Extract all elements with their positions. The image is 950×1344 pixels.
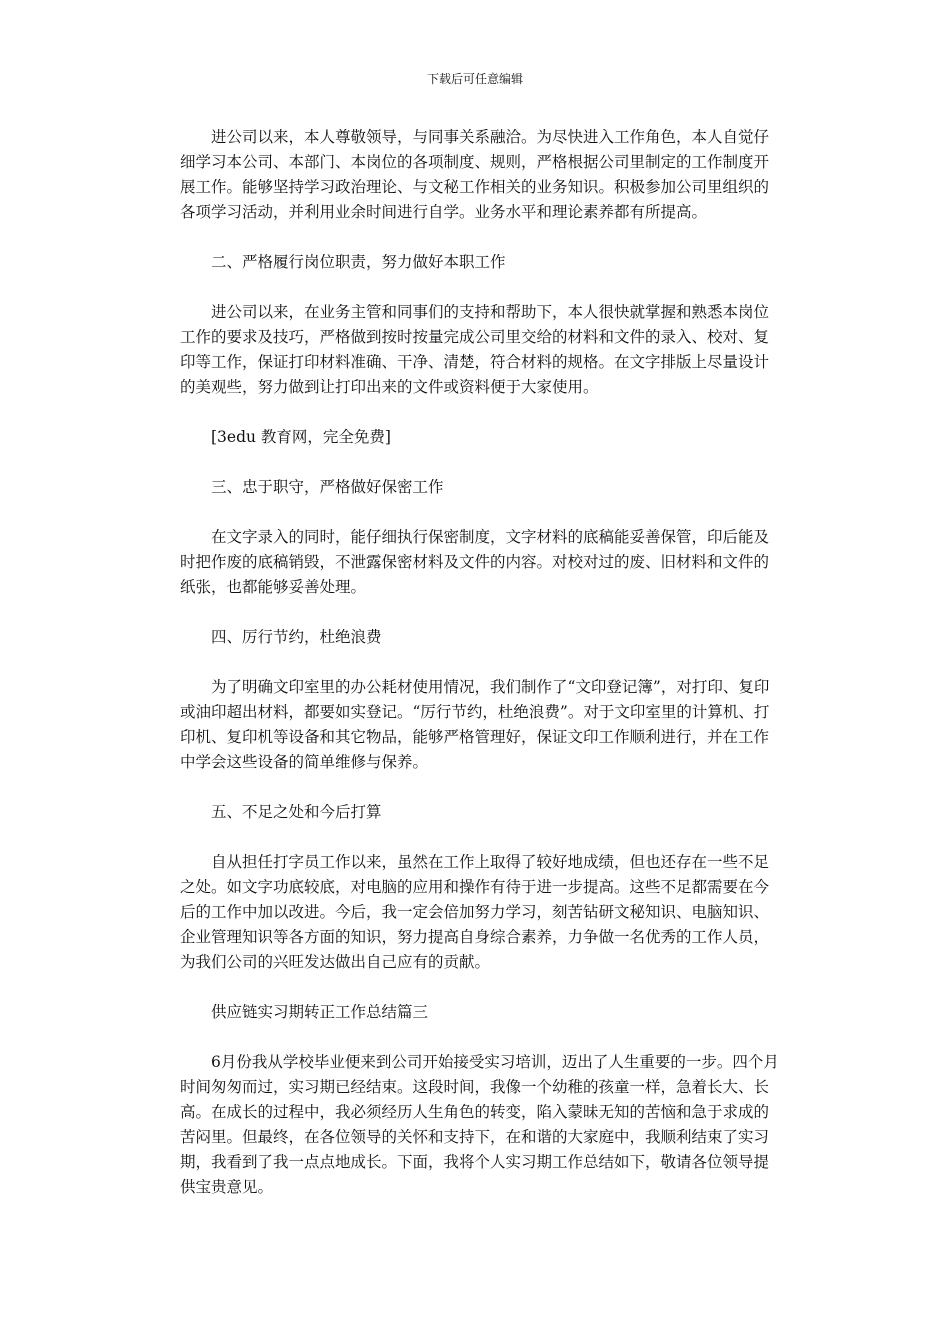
heading-section-3: 三、忠于职守，严格做好保密工作 [211,478,444,496]
paragraph-intro: 进公司以来，本人尊敬领导，与同事关系融洽。为尽快进入工作角色，本人自觉仔细学习本公司、本部门、本岗位的各项制度、规则，严格根据公司里制定的工作制度开展工作。能够坚持学习政治理论、与文秘工作相关的业务知识。积极参加公司里组织的各项学习活动，并利用业余时间进行自学。业务水平和理论素养都有所提高。 [180,128,770,221]
paragraph-section-3: 在文字录入的同时，能仔细执行保密制度，文字材料的底稿能妥善保管，印后能及时把作废的底稿销毁，不泄露保密材料及文件的内容。对校对过的废、旧材料和文件的纸张，也都能够妥善处理。 [180,528,770,596]
heading-section-4: 四、厉行节约，杜绝浪费 [211,628,382,646]
paragraph-section-2: 进公司以来，在业务主管和同事们的支持和帮助下，本人很快就掌握和熟悉本岗位工作的要求及技巧，严格做到按时按量完成公司里交给的材料和文件的录入、校对、复印等工作，保证打印材料准确、干净、清楚，符合材料的规格。在文字排版上尽量设计的美观些，努力做到让打印出来的文件或资料便于大家使用。 [180,303,770,396]
heading-section-5: 五、不足之处和今后打算 [211,803,382,821]
source-note: [3edu 教育网，完全免费] [211,428,391,446]
heading-section-2: 二、严格履行岗位职责，努力做好本职工作 [211,253,506,271]
paragraph-section-4: 为了明确文印室里的办公耗材使用情况，我们制作了“文印登记簿”，对打印、复印或油印超出材料，都要如实登记。“厉行节约，杜绝浪费”。对于文印室里的计算机、打印机、复印机等设备和其它物品，能够严格管理好，保证文印工作顺利进行，并在工作中学会这些设备的简单维修与保养。 [180,678,770,771]
paragraph-section-5: 自从担任打字员工作以来，虽然在工作上取得了较好地成绩，但也还存在一些不足之处。如文字功底较底，对电脑的应用和操作有待于进一步提高。这些不足都需要在今后的工作中加以改进。今后，我一定会倍加努力学习，刻苦钻研文秘知识、电脑知识、企业管理知识等各方面的知识，努力提高自身综合素养，力争做一名优秀的工作人员，为我们公司的兴旺发达做出自己应有的贡献。 [180,853,770,971]
heading-part-3: 供应链实习期转正工作总结篇三 [211,1003,429,1021]
paragraph-part-3: 6月份我从学校毕业便来到公司开始接受实习培训，迈出了人生重要的一步。四个月时间匆匆而过，实习期已经结束。这段时间，我像一个幼稚的孩童一样，急着长大、长高。在成长的过程中，我必须经历人生角色的转变，陷入蒙昧无知的苦恼和急于求成的苦闷里。但最终，在各位领导的关怀和支持下，在和谐的大家庭中，我顺利结束了实习期，我看到了我一点点地成长。下面，我将个人实习期工作总结如下，敬请各位领导提供宝贵意见。 [180,1053,779,1196]
header-note: 下载后可任意编辑 [426,72,523,86]
document-body [180,125,780,1200]
